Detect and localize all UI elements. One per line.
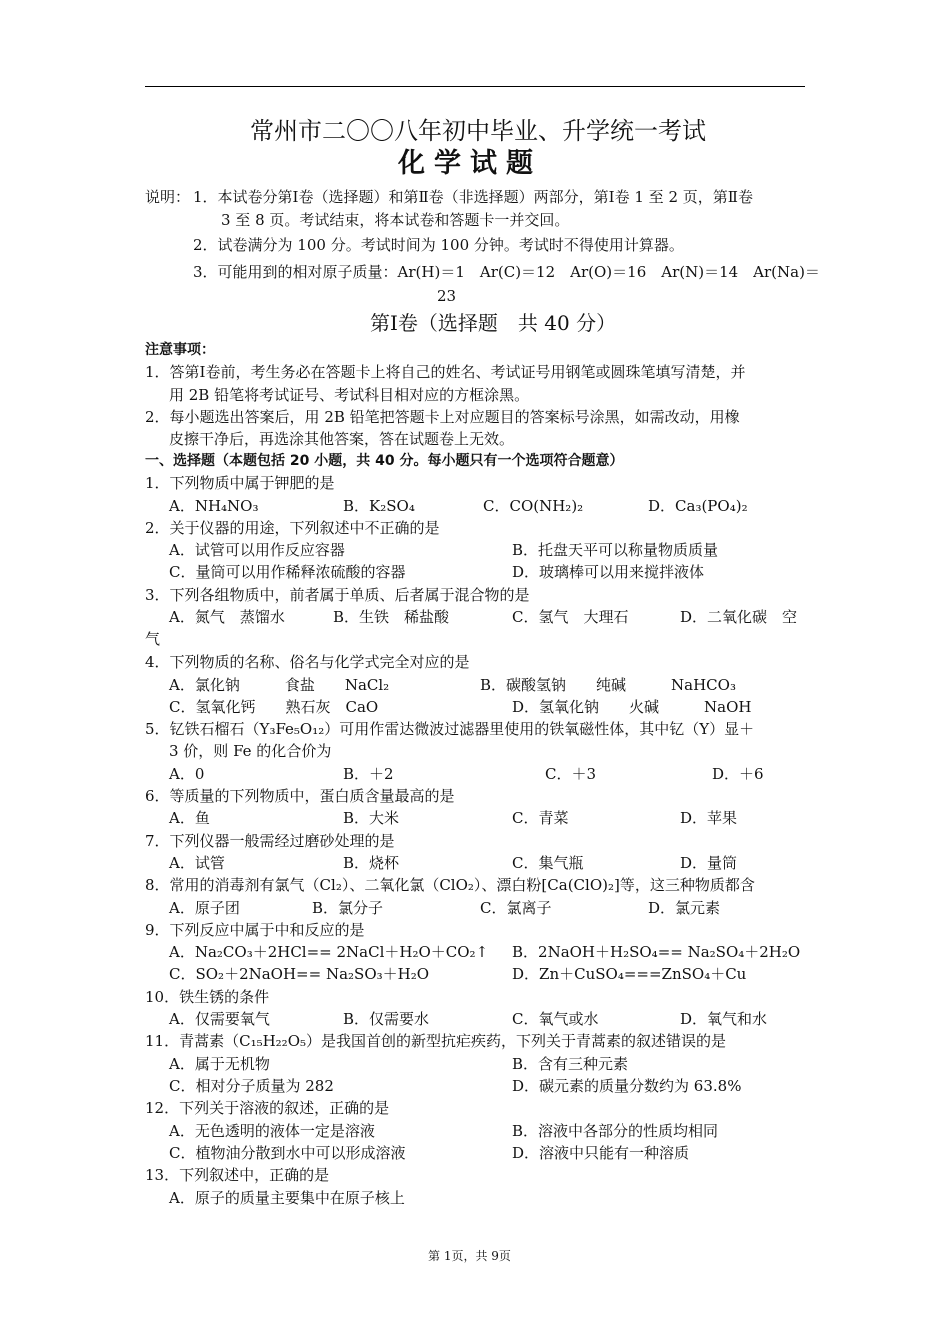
q9-option-b: B．2NaOH＋H₂SO₄== Na₂SO₄＋2H₂O [512, 943, 801, 961]
instruction-2: 2．试卷满分为 100 分。考试时间为 100 分钟。考试时不得使用计算器。 [193, 236, 684, 254]
q2-option-a: A．试管可以用作反应容器 [169, 541, 345, 559]
q12-option-a: A．无色透明的液体一定是溶液 [169, 1122, 375, 1140]
q4-stem: 4．下列物质的名称、俗名与化学式完全对应的是 [145, 653, 470, 671]
q8-stem: 8．常用的消毒剂有氯气（Cl₂）、二氧化氯（ClO₂）、漂白粉[Ca(ClO)₂]等，这三种物质都含 [145, 876, 755, 894]
q2-option-b: B．托盘天平可以称量物质质量 [512, 541, 719, 559]
q8-option-b: B．氯分子 [312, 899, 384, 917]
subject-title: 化学试题 [398, 148, 542, 179]
q12-option-d: D．溶液中只能有一种溶质 [512, 1144, 690, 1162]
instruction-3b: 23 [437, 287, 457, 305]
q6-option-b: B．大米 [343, 809, 400, 827]
q8-option-c: C．氯离子 [480, 899, 552, 917]
q9-stem: 9．下列反应中属于中和反应的是 [145, 921, 365, 939]
q1-stem: 1．下列物质中属于钾肥的是 [145, 474, 335, 492]
q11-option-b: B．含有三种元素 [512, 1055, 629, 1073]
q10-stem: 10．铁生锈的条件 [145, 988, 270, 1006]
top-rule [145, 86, 805, 87]
q5-option-b: B．＋2 [343, 765, 394, 783]
q1-option-d: D．Ca₃(PO₄)₂ [648, 497, 748, 515]
q12-option-b: B．溶液中各部分的性质均相同 [512, 1122, 719, 1140]
q4-option-c: C．氢氧化钙 熟石灰 CaO [169, 698, 379, 716]
q4-option-a: A．氯化钠 食盐 NaCl₂ [169, 676, 390, 694]
q6-option-a: A．鱼 [169, 809, 210, 827]
q1-option-b: B．K₂SO₄ [343, 497, 415, 515]
q2-option-d: D．玻璃棒可以用来搅拌液体 [512, 563, 705, 581]
q10-option-b: B．仅需要水 [343, 1010, 430, 1028]
q4-option-d: D．氢氧化钠 火碱 NaOH [512, 698, 752, 716]
part-title: 一、选择题（本题包括 20 小题，共 40 分。每小题只有一个选项符合题意） [145, 453, 624, 469]
instructions-label: 说明： [145, 188, 191, 206]
q3-option-c: C．氢气 大理石 [512, 608, 629, 626]
q12-option-c: C．植物油分散到水中可以形成溶液 [169, 1144, 406, 1162]
q13-stem: 13．下列叙述中，正确的是 [145, 1166, 330, 1184]
q5-stem-b: 3 价，则 Fe 的化合价为 [169, 742, 332, 760]
instruction-3a: 3．可能用到的相对原子质量：Ar(H)＝1 Ar(C)＝12 Ar(O)＝16 Ar(N)＝14 Ar(Na)＝ [193, 263, 820, 281]
q2-stem: 2．关于仪器的用途，下列叙述中不正确的是 [145, 519, 440, 537]
q9-option-d: D．Zn＋CuSO₄===ZnSO₄＋Cu [512, 965, 747, 983]
q8-option-d: D．氯元素 [648, 899, 721, 917]
exam-title: 常州市二〇〇八年初中毕业、升学统一考试 [250, 117, 706, 145]
q10-option-c: C．氧气或水 [512, 1010, 599, 1028]
q3-option-d: D．二氧化碳 空 [680, 608, 798, 626]
q5-stem: 5．钇铁石榴石（Y₃Fe₅O₁₂）可用作雷达微波过滤器里使用的铁氧磁性体，其中钇（Y）显＋ [145, 720, 755, 738]
notice-1b: 用 2B 铅笔将考试证号、考试科目相对应的方框涂黑。 [169, 386, 530, 404]
q12-stem: 12．下列关于溶液的叙述，正确的是 [145, 1099, 390, 1117]
q1-option-a: A．NH₄NO₃ [169, 497, 259, 515]
q3-stem: 3．下列各组物质中，前者属于单质、后者属于混合物的是 [145, 586, 530, 604]
q8-option-a: A．原子团 [169, 899, 240, 917]
q3-option-a: A．氮气 蒸馏水 [169, 608, 285, 626]
q4-option-b: B．碳酸氢钠 纯碱 NaHCO₃ [480, 676, 736, 694]
q7-option-c: C．集气瓶 [512, 854, 584, 872]
q5-option-c: C．＋3 [545, 765, 597, 783]
notice-1a: 1．答第Ⅰ卷前，考生务必在答题卡上将自己的姓名、考试证号用钢笔或圆珠笔填写清楚，并 [145, 363, 746, 381]
q5-option-a: A．0 [169, 765, 205, 783]
q6-option-d: D．苹果 [680, 809, 738, 827]
q7-option-b: B．烧杯 [343, 854, 400, 872]
q2-option-c: C．量筒可以用作稀释浓硫酸的容器 [169, 563, 406, 581]
q11-stem: 11．青蒿素（C₁₅H₂₂O₅）是我国首创的新型抗疟疾药，下列关于青蒿素的叙述错误的是 [145, 1032, 727, 1050]
q7-stem: 7．下列仪器一般需经过磨砂处理的是 [145, 832, 395, 850]
q11-option-c: C．相对分子质量为 282 [169, 1077, 334, 1095]
q7-option-d: D．量筒 [680, 854, 738, 872]
q10-option-d: D．氧气和水 [680, 1010, 768, 1028]
page-footer: 第 1页，共 9页 [428, 1249, 511, 1263]
q6-option-c: C．青菜 [512, 809, 569, 827]
q11-option-a: A．属于无机物 [169, 1055, 270, 1073]
q13-option-a: A．原子的质量主要集中在原子核上 [169, 1189, 405, 1207]
notice-title: 注意事项： [145, 342, 215, 358]
q9-option-a: A．Na₂CO₃＋2HCl== 2NaCl＋H₂O＋CO₂↑ [169, 943, 489, 961]
q6-stem: 6．等质量的下列物质中，蛋白质含量最高的是 [145, 787, 455, 805]
q5-option-d: D．＋6 [712, 765, 764, 783]
q3-option-b: B．生铁 稀盐酸 [333, 608, 450, 626]
instruction-1b: 3 至 8 页。考试结束，将本试卷和答题卡一并交回。 [221, 211, 570, 229]
q10-option-a: A．仅需要氧气 [169, 1010, 270, 1028]
q11-option-d: D．碳元素的质量分数约为 63.8% [512, 1077, 742, 1095]
q3-option-d-wrap: 气 [145, 630, 161, 648]
instruction-1a: 1．本试卷分第Ⅰ卷（选择题）和第Ⅱ卷（非选择题）两部分，第Ⅰ卷 1 至 2 页，第Ⅱ卷 [193, 188, 753, 206]
notice-2a: 2．每小题选出答案后，用 2B 铅笔把答题卡上对应题目的答案标号涂黑，如需改动，用橡 [145, 408, 740, 426]
q9-option-c: C．SO₂＋2NaOH== Na₂SO₃＋H₂O [169, 965, 430, 983]
notice-2b: 皮擦干净后，再选涂其他答案，答在试题卷上无效。 [169, 430, 515, 448]
section-title: 第Ⅰ卷（选择题 共 40 分） [370, 311, 617, 335]
q1-option-c: C．CO(NH₂)₂ [483, 497, 584, 515]
q7-option-a: A．试管 [169, 854, 225, 872]
